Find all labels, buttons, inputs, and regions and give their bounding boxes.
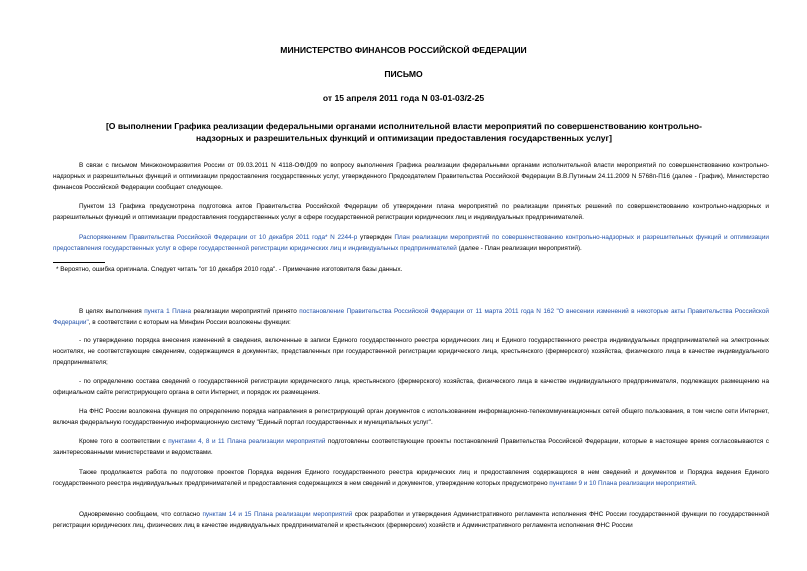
paragraph-4: В целях выполнения пункта 1 Плана реализации мероприятий принято постановление Правительства Российской Федерации от 11 марта 2011 года N 162 "О внесении изменений в некоторые акты Правительства Российской Федерации", в соответствии с которым на Минфин России возложены функции: <box>53 308 769 327</box>
paragraph-1: В связи с письмом Минэкономразвития России от 09.03.2011 N 4118-ОФ/Д09 по вопросу выполнения Графика реализации федеральными органами исполнительной власти мероприятий по совершенствованию контрольно-надзорных и разрешительных функций и оптимизации предоставления государственных услуг, утвержденного Председателем Правительства Российской Федерации В.В.Путиным 24.11.2009 N 5768п-П16 (далее - График), Министерство финансов Российской Федерации сообщает следующее. <box>53 162 769 192</box>
paragraph-8: Кроме того в соответствии с пунктами 4, 8 и 11 Плана реализации мероприятий подготовлены соответствующие проекты постановлений Правительства Российской Федерации, которые в настоящее время согласовываются с заинтересованными министерствами и ведомствами. <box>53 438 769 457</box>
footnote-divider <box>53 262 105 263</box>
doc-type-heading: ПИСЬМО <box>384 69 423 79</box>
link-plan-items-4-8-11[interactable]: пунктами 4, 8 и 11 Плана реализации мероприятий <box>168 438 326 445</box>
date-number-heading: от 15 апреля 2011 года N 03-01-03/2-25 <box>322 93 485 103</box>
link-plan-items-9-10[interactable]: пунктами 9 и 10 Плана реализации мероприятий <box>549 480 695 488</box>
paragraph-9: Также продолжается работа по подготовке проектов Порядка ведения Единого государственного реестра юридических лиц и предоставления содержащихся в нем сведений и документов и Порядка ведения Единого государственного реестра индивидуальных предпринимателей и предоставления содержащихся в нем сведений и документов, утверждение которых предусмотрено пунктами 9 и 10 Плана реализации мероприятий. <box>53 469 769 488</box>
ministry-heading: МИНИСТЕРСТВО ФИНАНСОВ РОССИЙСКОЙ ФЕДЕРАЦИИ <box>280 45 527 55</box>
link-plan-item-1[interactable]: пункта 1 Плана <box>144 308 192 315</box>
paragraph-2: Пунктом 13 Графика предусмотрена подготовка актов Правительства Российской Федерации об утверждении плана мероприятий по реализации принятых решений по совершенствованию контрольно-надзорных и разрешительных функций и оптимизации предоставления государственных услуг в сфере государственной регистрации юридических лиц и индивидуальных предпринимателей. <box>53 203 769 222</box>
paragraph-10: Одновременно сообщаем, что согласно пунктам 14 и 15 Плана реализации мероприятий срок разработки и утверждения Административного регламента исполнения ФНС России государственной функции по государственной регистрации юридических лиц, физических лиц в качестве индивидуальных предпринимателей и крестьянских (фермерских) хозяйств и Административного регламента исполнения ФНС России <box>53 511 769 530</box>
paragraph-5: - по утверждению порядка внесения изменений в сведения, включенные в записи Единого государственного реестра юридических лиц и Единого государственного реестра индивидуальных предпринимателей на электронных носителях, не соответствующие сведениям, содержащимся в документах, представленных при государственной регистрации юридического лица, крестьянского (фермерского) хозяйства, физического лица в качестве индивидуального предпринимателя; <box>53 337 769 367</box>
paragraph-3: Распоряжением Правительства Российской Федерации от 10 декабря 2011 года* N 2244-р утвержден План реализации мероприятий по совершенствованию контрольно-надзорных и разрешительных функций и оптимизации предоставления государственных услуг в сфере государственной регистрации юридических лиц и индивидуальных предпринимателей (далее - План реализации мероприятий). <box>53 234 769 253</box>
paragraph-6: - по определению состава сведений о государственной регистрации юридического лица, крестьянского (фермерского) хозяйства, физического лица в качестве индивидуального предпринимателя, подлежащих размещению на официальном сайте регистрирующего органа в сети Интернет, и порядок их размещения. <box>53 378 769 397</box>
link-government-order[interactable]: Распоряжением Правительства Российской Федерации от 10 декабря 2011 года* N 2244-р <box>79 234 358 241</box>
link-implementation-plan[interactable]: План реализации мероприятий по совершенствованию контрольно-надзорных и разрешительных функций и оптимизации предоставления государственных услуг в сфере государственной регистрации юридических лиц и индивидуальных предпринимателей <box>53 234 769 253</box>
footnote: * Вероятно, ошибка оригинала. Следует читать "от 10 декабря 2010 года". - Примечание изготовителя базы данных. <box>56 266 403 273</box>
paragraph-7: На ФНС России возложена функция по определению порядка направления в регистрирующий орган документов с использованием информационно-телекоммуникационных сетей общего пользования, в том числе сети Интернет, включая федеральную государственную информационную систему "Единый портал государственных и муниципальных услуг". <box>53 408 769 427</box>
link-plan-items-14-15[interactable]: пунктам 14 и 15 Плана реализации мероприятий <box>202 511 353 518</box>
document-title: [О выполнении Графика реализации федеральными органами исполнительной власти мероприятий по совершенствованию контрольно-надзорных и разрешительных функций и оптимизации предоставления государственных услуг] <box>105 121 703 143</box>
link-resolution-162[interactable]: постановление Правительства Российской Федерации от 11 марта 2011 года N 162 "О внесении изменений в некоторые акты Правительства Российской Федерации" <box>53 308 769 327</box>
